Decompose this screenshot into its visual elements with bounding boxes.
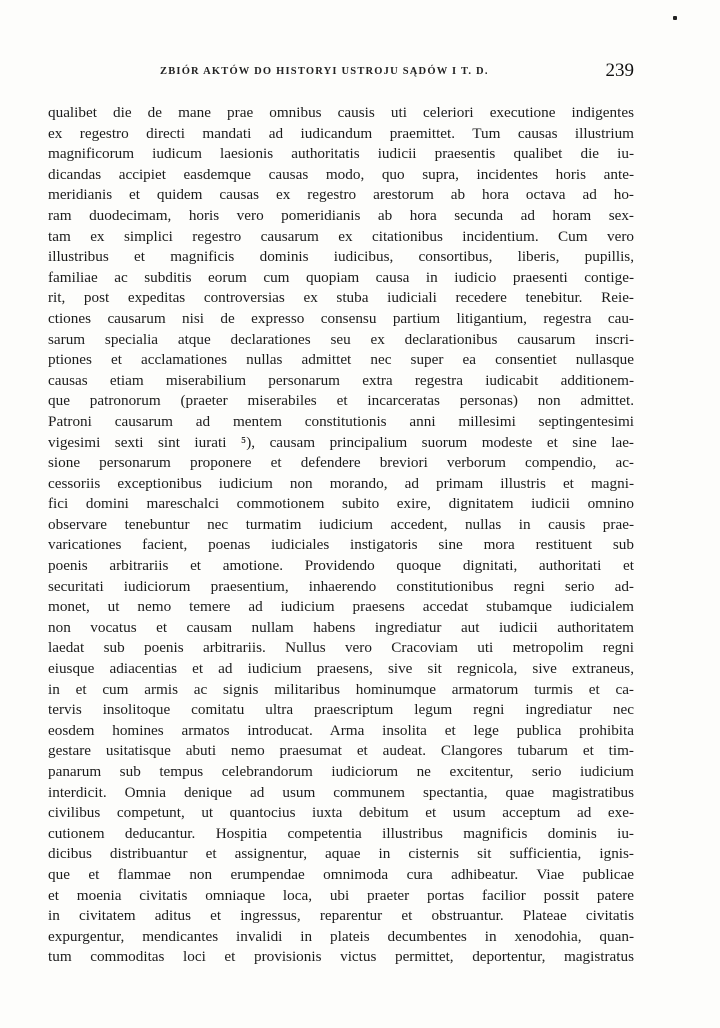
text-line: ptiones et acclamationes nullas admittet nec super ea consentiet nullasque bbox=[48, 351, 634, 369]
page-header bbox=[48, 62, 634, 86]
text-line: expurgentur, mendicantes invalidi in plateis decumbentes in xenodohia, quan- bbox=[48, 927, 634, 945]
text-line: causas etiam miserabilium personarum extra regestra iudicabit additionem- bbox=[48, 371, 634, 389]
text-line: rit, post expeditas controversias ex stuba iudiciali recedere tenebitur. Reie- bbox=[48, 289, 634, 307]
scan-speck bbox=[673, 16, 677, 20]
text-line: ram duodecimam, horis vero pomeridianis ab hora secunda ad horam sex- bbox=[48, 206, 634, 224]
text-line: securitati iudiciorum praesentium, inhaerendo constitutionibus regni serio ad- bbox=[48, 577, 634, 595]
text-line: cessoriis exceptionibus iudicium non morando, ad primam illustris et magni- bbox=[48, 474, 634, 492]
text-line: illustribus et magnificis dominis iudicibus, consortibus, liberis, pupillis, bbox=[48, 248, 634, 266]
text-line: panarum sub tempus celebrandorum iudiciorum ne excitentur, serio iudicium bbox=[48, 763, 634, 780]
running-title: ZBIÓR AKTÓW DO HISTORYI USTROJU SĄDÓW I T. D. bbox=[160, 66, 489, 77]
text-line: ex regestro directi mandati ad iudicandum praemittet. Tum causas illustrium bbox=[48, 124, 634, 142]
text-line: sarum specialia atque declarationes seu ex declarationibus causarum inscri- bbox=[48, 330, 634, 348]
text-line: cutionem deducantur. Hospitia competentia illustribus magnificis dominis iu- bbox=[48, 824, 634, 842]
text-line: observare tenebuntur nec turmatim iudicium accedent, nullas in causis prae- bbox=[48, 515, 634, 533]
text-line: sione personarum proponere et defendere breviori verborum compendio, ac- bbox=[48, 454, 634, 472]
text-line: eosdem homines armatos introducat. Arma insolita et lege publica prohibita bbox=[48, 721, 634, 739]
text-line: gestare usitatisque abuti nemo praesumat et audeat. Clangores tubarum et tim- bbox=[48, 742, 634, 760]
text-line: que et flammae non erumpendae omnimoda cura adhibeatur. Viae publicae bbox=[48, 865, 634, 883]
body-text bbox=[48, 103, 634, 968]
text-line: tervis insolitoque comitatu ultra praescriptum legum regni ingrediatur nec bbox=[48, 701, 634, 719]
text-line: qualibet die de mane prae omnibus causis uti celeriori executione indigentes bbox=[48, 104, 634, 121]
text-line: ctiones causarum nisi de expresso consensu partium litigantium, regestra cau- bbox=[48, 309, 634, 327]
text-line: magnificorum iudicum laesionis authoritatis iudicii praesentis qualibet die iu- bbox=[48, 145, 634, 163]
text-line: civilibus competunt, ut quantocius iuxta debitum et usum acceptum ad exe- bbox=[48, 804, 634, 822]
text-line: que patronorum (praeter miserabiles et incarceratas personas) non admittet. bbox=[48, 392, 634, 410]
text-line: varicationes facient, poenas iudiciales instigatoris sine mora restituent sub bbox=[48, 536, 634, 554]
text-line: vigesimi sexti sint iurati ⁵), causam principalium suorum modeste et sine lae- bbox=[48, 433, 634, 451]
text-line: laedat sub poenis arbitrariis. Nullus vero Cracoviam uti metropolim regni bbox=[48, 639, 634, 657]
text-line: in civitatem aditus et ingressus, reparentur et obstruantur. Plateae civitatis bbox=[48, 907, 634, 925]
text-line: interdicit. Omnia denique ad usum communem spectantia, quae magistratibus bbox=[48, 783, 634, 801]
text-line: non vocatus et causam nullam habens ingrediatur aut iudicii authoritatem bbox=[48, 618, 634, 636]
text-line: tum commoditas loci et provisionis victus permittet, deportentur, magistratus bbox=[48, 948, 634, 966]
text-line: poenis arbitrariis et amotione. Providendo quoque dignitati, authoritati et bbox=[48, 557, 634, 575]
text-line: dicandas accipiet easdemque causas modo, quo supra, incidentes horis ante- bbox=[48, 165, 634, 183]
text-line: monet, ut nemo temere ad iudicium praesens accedat stubamque iudicialem bbox=[48, 598, 634, 616]
text-line: in et cum armis ac signis militaribus hominumque armatorum turmis et ca- bbox=[48, 680, 634, 698]
text-line: Patroni causarum ad mentem constitutionis anni millesimi septingentesimi bbox=[48, 412, 634, 430]
text-line: fici domini mareschalci commotionem subito exire, dignitatem iudicii omnino bbox=[48, 495, 634, 513]
text-line: familiae ac subditis eorum cum quopiam causa in iudicio praesenti contige- bbox=[48, 268, 634, 286]
text-line: tam ex simplici regestro causarum ex citationibus incidentium. Cum vero bbox=[48, 227, 634, 245]
text-line: eiusque adiacentias et ad iudicium praesens, sive sit regnicola, sive extraneus, bbox=[48, 660, 634, 678]
page-number: 239 bbox=[605, 60, 634, 81]
text-line: meridianis et quidem causas ex regestro arestorum ab hora octava ad ho- bbox=[48, 186, 634, 204]
text-line: et moenia civitatis omniaque loca, ubi praeter portas facilior possit patere bbox=[48, 886, 634, 904]
text-line: dicibus distribuantur et assignentur, aquae in cisternis sit sufficientia, ignis- bbox=[48, 845, 634, 863]
